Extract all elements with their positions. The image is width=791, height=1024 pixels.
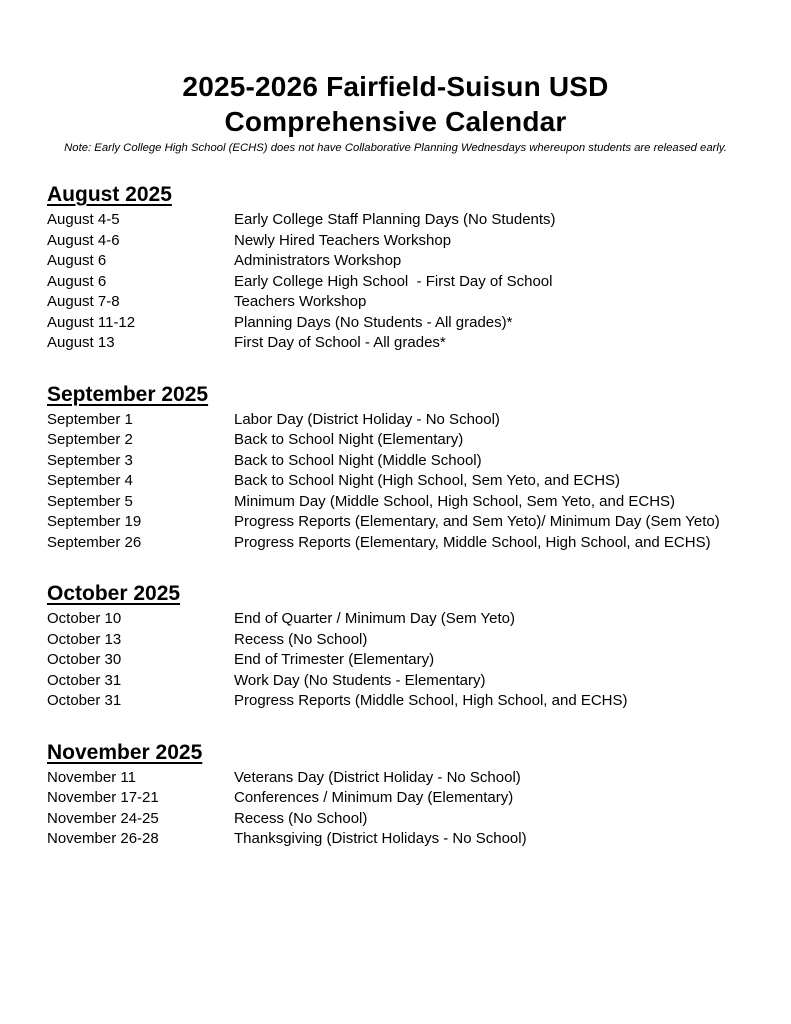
event-date: August 11-12	[47, 313, 136, 331]
event-description: Back to School Night (Middle School)	[234, 451, 482, 469]
event-date: November 17-21	[47, 789, 159, 806]
event-row	[47, 650, 761, 671]
month-section	[47, 382, 761, 554]
event-date: September 3	[47, 451, 133, 469]
event-date: October 31	[47, 692, 122, 709]
month-heading: September 2025	[47, 382, 209, 406]
event-row	[47, 251, 761, 272]
month-section	[47, 182, 761, 354]
event-description: End of Trimester (Elementary)	[234, 651, 435, 668]
event-date: November 26-28	[47, 830, 159, 847]
month-section	[47, 581, 761, 712]
month-heading: November 2025	[47, 740, 203, 764]
event-date: August 6	[47, 272, 107, 290]
event-row	[47, 671, 761, 692]
event-row	[47, 609, 761, 630]
document-title	[0, 69, 791, 139]
month-heading: October 2025	[47, 582, 181, 605]
event-date: August 4-6	[47, 231, 120, 249]
event-row	[47, 292, 761, 313]
event-row	[47, 231, 761, 252]
event-date: October 13	[47, 630, 122, 648]
event-row	[47, 533, 761, 554]
title-line-1: 2025-2026 Fairfield-Suisun USD	[182, 71, 609, 102]
event-row	[47, 691, 761, 712]
event-row	[47, 788, 761, 809]
event-description: Labor Day (District Holiday - No School)	[234, 410, 500, 428]
event-description: Recess (No School)	[234, 809, 368, 827]
event-row	[47, 451, 761, 472]
event-description: Teachers Workshop	[234, 293, 367, 310]
month-heading: August 2025	[47, 183, 172, 206]
event-date: September 2	[47, 431, 133, 448]
event-date: August 7-8	[47, 293, 120, 310]
document-header	[0, 69, 791, 154]
event-description: Progress Reports (Middle School, High School, and ECHS)	[234, 692, 628, 709]
event-description: Work Day (No Students - Elementary)	[234, 671, 486, 689]
event-description: Early College High School - First Day of School	[234, 272, 553, 290]
event-row	[47, 768, 761, 789]
event-description: Early College Staff Planning Days (No Students)	[234, 211, 556, 228]
event-row	[47, 313, 761, 334]
event-row	[47, 512, 761, 533]
document-note: Note: Early College High School (ECHS) does not have Collaborative Planning Wednesdays whereupon students are released early.	[64, 142, 727, 154]
event-description: Recess (No School)	[234, 630, 368, 648]
event-row	[47, 410, 761, 431]
event-description: Planning Days (No Students - All grades)*	[234, 313, 513, 331]
event-date: September 4	[47, 472, 133, 489]
event-description: Back to School Night (High School, Sem Yeto, and ECHS)	[234, 472, 621, 489]
event-row	[47, 272, 761, 293]
event-description: Progress Reports (Elementary, and Sem Yeto)/ Minimum Day (Sem Yeto)	[234, 513, 720, 530]
event-row	[47, 829, 761, 850]
event-description: Thanksgiving (District Holidays - No School)	[234, 830, 527, 847]
event-date: August 13	[47, 334, 115, 351]
event-description: Newly Hired Teachers Workshop	[234, 231, 452, 249]
event-description: First Day of School - All grades*	[234, 334, 446, 351]
event-row	[47, 630, 761, 651]
month-section	[47, 740, 761, 850]
event-description: Veterans Day (District Holiday - No School)	[234, 768, 521, 786]
event-description: Conferences / Minimum Day (Elementary)	[234, 789, 514, 806]
event-row	[47, 809, 761, 830]
event-date: November 11	[47, 768, 136, 786]
event-date: September 1	[47, 410, 133, 428]
event-date: October 10	[47, 610, 122, 627]
title-line-2: Comprehensive Calendar	[224, 106, 567, 137]
event-description: Minimum Day (Middle School, High School, Sem Yeto, and ECHS)	[234, 492, 676, 510]
event-date: October 30	[47, 651, 122, 668]
event-date: November 24-25	[47, 809, 159, 827]
event-date: September 19	[47, 513, 142, 530]
event-date: August 6	[47, 252, 107, 269]
event-row	[47, 471, 761, 492]
event-row	[47, 492, 761, 513]
event-description: Back to School Night (Elementary)	[234, 431, 464, 448]
event-date: October 31	[47, 671, 122, 689]
event-description: End of Quarter / Minimum Day (Sem Yeto)	[234, 610, 515, 627]
event-row	[47, 333, 761, 354]
event-row	[47, 210, 761, 231]
event-date: September 5	[47, 492, 133, 510]
event-date: August 4-5	[47, 211, 120, 228]
event-description: Administrators Workshop	[234, 252, 402, 269]
calendar-sections	[0, 182, 791, 850]
event-date: September 26	[47, 533, 142, 551]
event-description: Progress Reports (Elementary, Middle School, High School, and ECHS)	[234, 533, 711, 551]
event-row	[47, 430, 761, 451]
